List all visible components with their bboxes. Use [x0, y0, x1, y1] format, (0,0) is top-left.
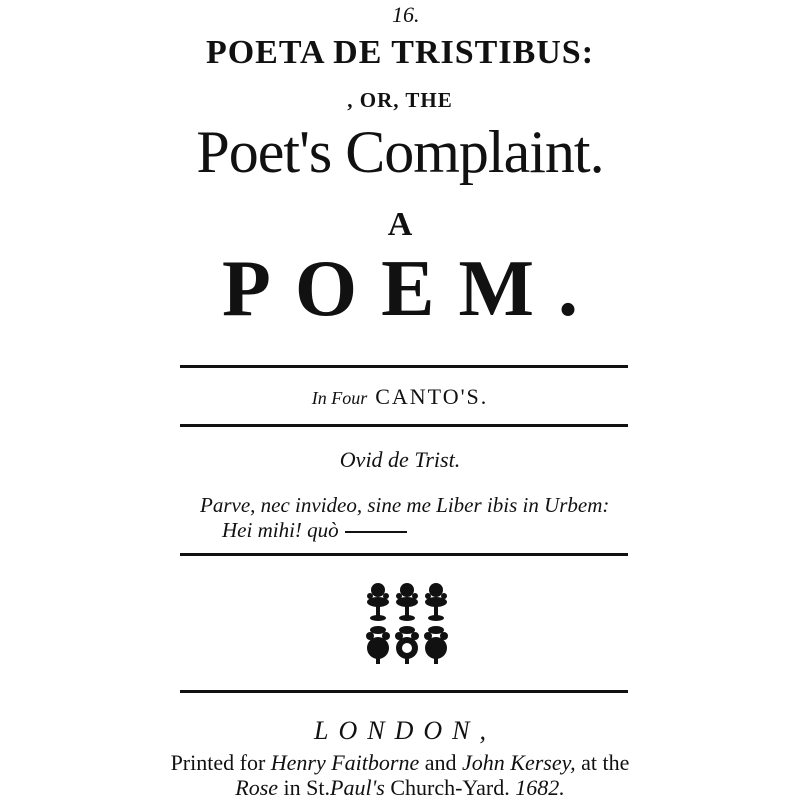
imprint-publisher-2: John Kersey,: [462, 750, 576, 775]
cantos-line: [0, 384, 800, 410]
imprint-city: LONDON,: [314, 716, 496, 745]
imprint-publisher-1: Henry Faitborne: [270, 750, 420, 775]
cantos-prefix: In Four: [311, 388, 368, 408]
cantos-caps: CANTO'S.: [375, 384, 489, 409]
imprint-line-2: [0, 775, 800, 801]
handwritten-page-number: 16.: [392, 2, 420, 27]
imprint-pauls: Paul's: [330, 775, 385, 800]
imprint-rose: Rose: [235, 775, 279, 800]
imprint-year: 1682.: [515, 775, 565, 800]
imprint-in-st: in St.: [283, 775, 331, 800]
fleuron-ornament-icon: [364, 580, 450, 666]
title-main: Poet's Complaint.: [196, 119, 604, 185]
title-or-the: , OR, THE: [347, 88, 453, 112]
divider-rule: [180, 365, 628, 368]
imprint-churchyard: Church-Yard.: [390, 775, 510, 800]
divider-rule: [180, 424, 628, 427]
epigraph-line-1: Parve, nec invideo, sine me Liber ibis in Urbem:: [200, 493, 610, 517]
title-poem: POEM.: [222, 245, 602, 333]
imprint-printed-for: Printed for: [170, 750, 266, 775]
epigraph-source: Ovid de Trist.: [339, 447, 461, 472]
epigraph-dash: [345, 531, 407, 533]
imprint-at-the: at the: [581, 750, 630, 775]
imprint-and: and: [424, 750, 457, 775]
divider-rule: [180, 690, 628, 693]
title-latin: POETA DE TRISTIBUS:: [205, 34, 595, 71]
imprint-line-1: [0, 750, 800, 776]
divider-rule: [180, 553, 628, 556]
title-article: A: [387, 206, 413, 243]
epigraph-line-2: [222, 518, 407, 543]
epigraph-line-2-text: Hei mihi! quò: [222, 518, 339, 542]
